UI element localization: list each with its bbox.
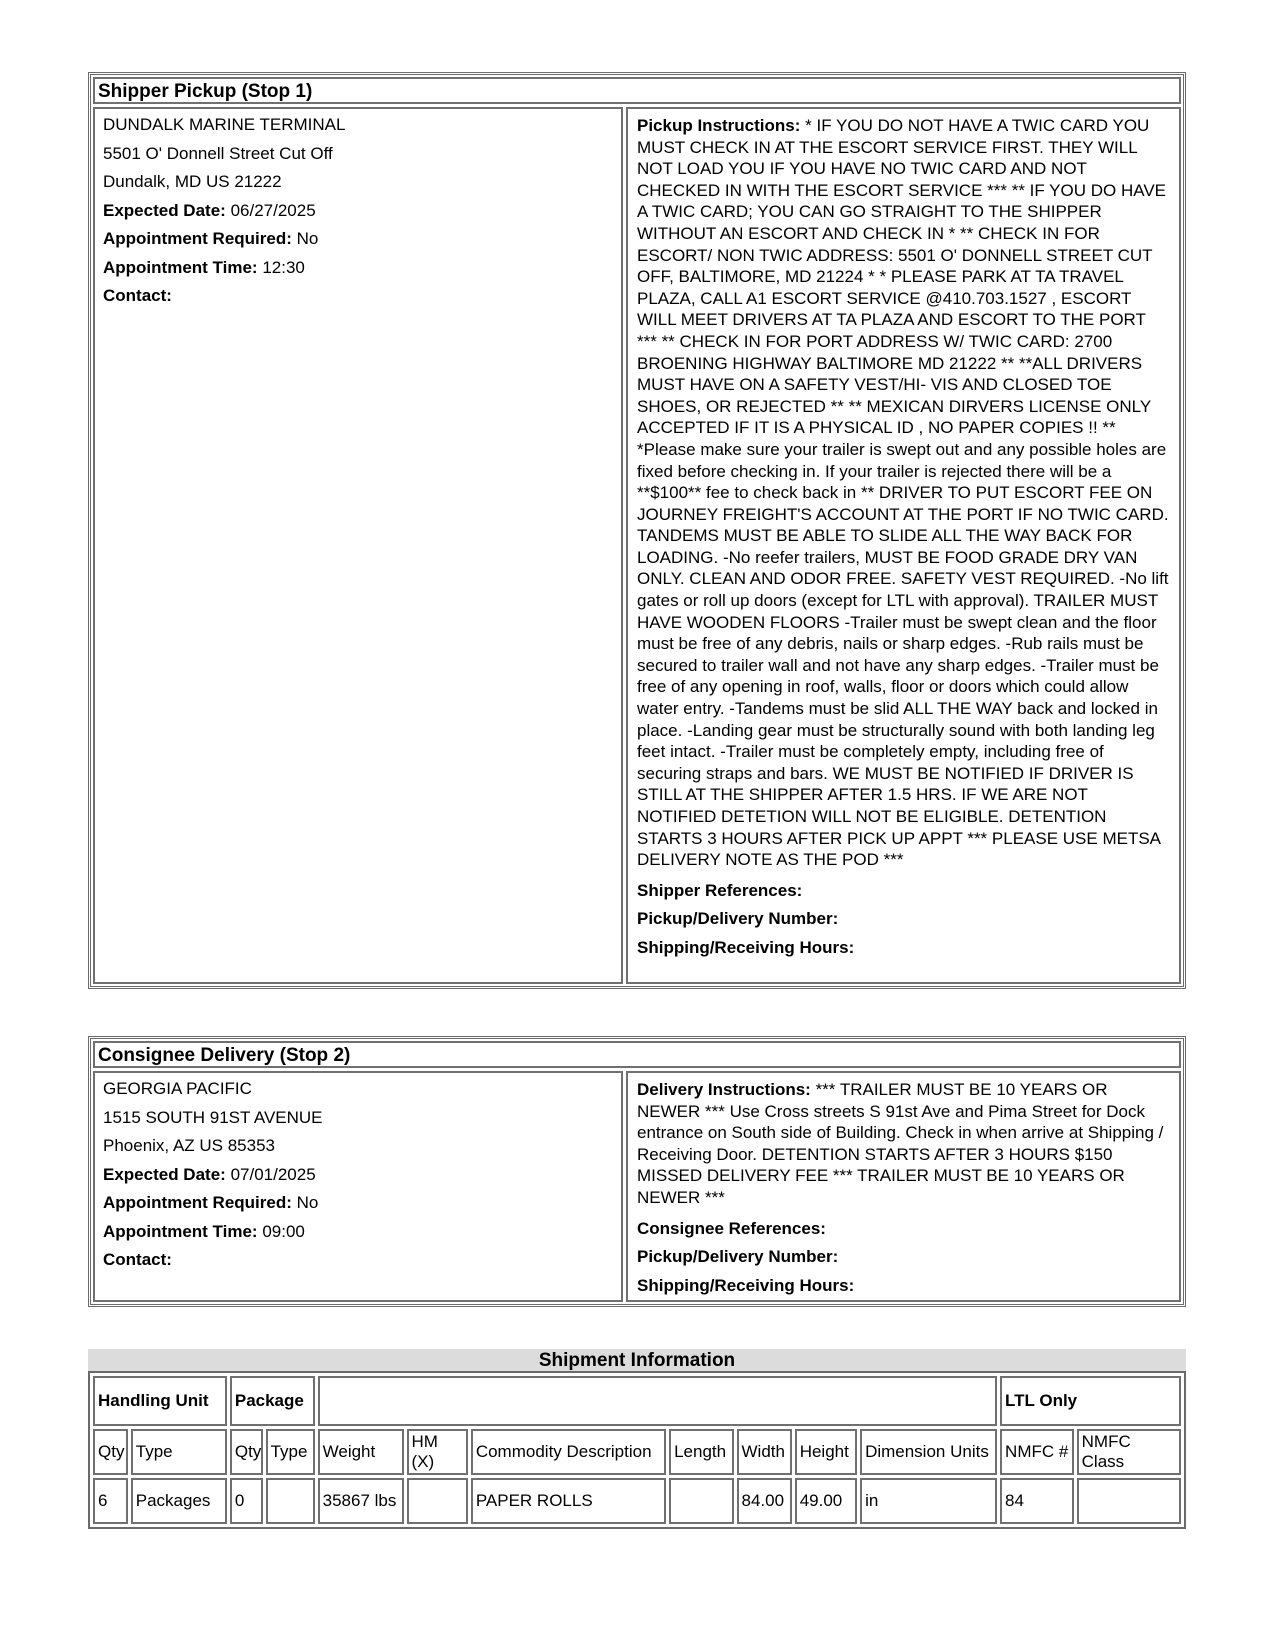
table-cell: 49.00 bbox=[795, 1478, 857, 1524]
column-header: NMFC Class bbox=[1077, 1429, 1181, 1475]
pickup-instructions bbox=[637, 115, 1170, 871]
pickup-delivery-number-label: Pickup/Delivery Number: bbox=[637, 1247, 839, 1267]
shipper-references-label: Shipper References: bbox=[637, 880, 803, 900]
group-header-row bbox=[93, 1376, 1181, 1426]
pickup-instructions-text: * IF YOU DO NOT HAVE A TWIC CARD YOU MUST CHECK IN AT THE ESCORT SERVICE FIRST. THEY WILL NOT LOAD YOU IF YOU HAVE NO TWIC CARD AND NOT CHECKED IN WITH THE ESCORT SERVICE *** ** IF YOU DO HAVE A TWIC CARD; YOU CAN GO STRAIGHT TO THE SHIPPER WITHOUT AN ESCORT AND CHECK IN * ** CHECK IN FOR ESCORT/ NON TWIC ADDRESS: 5501 O' DONNELL STREET CUT OFF, BALTIMORE, MD 21224 * * PLEASE PARK AT TA TRAVEL PLAZA, CALL A1 ESCORT SERVICE @410.703.1527 , ESCORT WILL MEET DRIVERS AT TA PLAZA AND ESCORT TO THE PORT *** ** CHECK IN FOR PORT ADDRESS W/ TWIC CARD: 2700 BROENING HIGHWAY BALTIMORE MD 21222 ** **ALL DRIVERS MUST HAVE ON A SAFETY VEST/HI- VIS AND CLOSED TOE SHOES, OR REJECTED ** ** MEXICAN DIRVERS LICENSE ONLY ACCEPTED IF IT IS A PHYSICAL ID , NO PAPER COPIES !! ** *Please make sure your trailer is swept out and any possible holes are fixed before checking in. If your trailer is rejected there will be a **$100** fee to check back in ** DRIVER TO PUT ESCORT FEE ON JOURNEY FREIGHT'S ACCOUNT AT THE PORT IF NO TWIC CARD. TANDEMS MUST BE ABLE TO SLIDE ALL THE WAY BACK FOR LOADING. -No reefer trailers, MUST BE FOOD GRADE DRY VAN ONLY. CLEAN AND ODOR FREE. SAFETY VEST REQUIRED. -No lift gates or roll up doors (except for LTL with approval). TRAILER MUST HAVE WOODEN FLOORS -Trailer must be swept clean and the floor must be free of any debris, nails or sharp edges. -Rub rails must be secured to trailer wall and not have any sharp edges. -Trailer must be free of any opening in roof, walls, floor or doors which could allow water entry. -Tandems must be slid ALL THE WAY back and locked in place. -Landing gear must be structurally sound with both landing leg feet intact. -Trailer must be completely empty, including free of securing straps and bars. WE MUST BE NOTIFIED IF DRIVER IS STILL AT THE SHIPPER AFTER 1.5 HRS. IF WE ARE NOT NOTIFIED DETETION WILL NOT BE ELIGIBLE. DETENTION STARTS 3 HOURS AFTER PICK UP APPT *** PLEASE USE METSA DELIVERY NOTE AS THE POD *** bbox=[637, 116, 1169, 870]
pickup-delivery-number-label: Pickup/Delivery Number: bbox=[637, 909, 839, 929]
table-cell: in bbox=[860, 1478, 997, 1524]
consignee-delivery-section bbox=[88, 1036, 1186, 1307]
shipper-references bbox=[637, 877, 1170, 906]
package-header: Package bbox=[230, 1376, 315, 1426]
table-cell: Packages bbox=[131, 1478, 227, 1524]
contact-label: Contact: bbox=[103, 1250, 172, 1269]
section-title: Shipper Pickup (Stop 1) bbox=[93, 77, 1181, 104]
shipping-receiving-hours bbox=[637, 1272, 1170, 1301]
pickup-instructions-label: Pickup Instructions: bbox=[637, 116, 801, 135]
column-header: Type bbox=[266, 1429, 315, 1475]
shipper-city: Dundalk, MD US 21222 bbox=[103, 172, 282, 191]
appointment-time-value: 12:30 bbox=[262, 257, 305, 277]
shipment-table bbox=[88, 1371, 1186, 1529]
expected-date-label: Expected Date: bbox=[103, 200, 226, 220]
delivery-instructions-text: *** TRAILER MUST BE 10 YEARS OR NEWER *** Use Cross streets S 91st Ave and Pima Street for Dock entrance on South side of Building. Check in when arrive at Shipping / Receiving Door. DETENTION STARTS AFTER 3 HOURS $150 MISSED DELIVERY FEE *** TRAILER MUST BE 10 YEARS OR NEWER *** bbox=[637, 1080, 1164, 1207]
column-header: Weight bbox=[318, 1429, 404, 1475]
consignee-street: 1515 SOUTH 91ST AVENUE bbox=[103, 1107, 323, 1127]
contact bbox=[103, 285, 613, 314]
column-header: Type bbox=[131, 1429, 227, 1475]
appointment-time bbox=[103, 1221, 613, 1250]
pickup-instructions-block bbox=[626, 107, 1181, 984]
appointment-required-value: No bbox=[296, 229, 319, 248]
consignee-references-label: Consignee References: bbox=[637, 1218, 826, 1238]
column-header: Length bbox=[669, 1429, 733, 1475]
appointment-required-label: Appointment Required: bbox=[103, 1193, 292, 1212]
shipper-pickup-section bbox=[88, 72, 1186, 989]
consignee-references bbox=[637, 1215, 1170, 1244]
table-cell: 6 bbox=[93, 1478, 128, 1524]
delivery-instructions bbox=[637, 1079, 1170, 1209]
table-cell bbox=[266, 1478, 315, 1524]
consignee-name: GEORGIA PACIFIC bbox=[103, 1079, 252, 1098]
shipping-receiving-hours-label: Shipping/Receiving Hours: bbox=[637, 937, 855, 957]
appointment-required-label: Appointment Required: bbox=[103, 229, 292, 248]
pickup-delivery-number bbox=[637, 1243, 1170, 1272]
table-row bbox=[93, 1478, 1181, 1524]
shipping-receiving-hours bbox=[637, 934, 1170, 963]
delivery-instructions-block bbox=[626, 1071, 1181, 1302]
table-cell: 84.00 bbox=[737, 1478, 792, 1524]
appointment-required bbox=[103, 1192, 613, 1221]
column-header-row bbox=[93, 1429, 1181, 1475]
column-header: Commodity Description bbox=[471, 1429, 666, 1475]
consignee-address-block bbox=[93, 1071, 623, 1302]
column-header: Qty bbox=[93, 1429, 128, 1475]
table-cell bbox=[669, 1478, 733, 1524]
table-cell: PAPER ROLLS bbox=[471, 1478, 666, 1524]
appointment-required bbox=[103, 228, 613, 257]
column-header: Dimension Units bbox=[860, 1429, 997, 1475]
column-header: HM (X) bbox=[407, 1429, 468, 1475]
appointment-time-label: Appointment Time: bbox=[103, 1221, 258, 1241]
consignee-city: Phoenix, AZ US 85353 bbox=[103, 1136, 276, 1155]
appointment-time-value: 09:00 bbox=[262, 1221, 305, 1241]
shipper-name: DUNDALK MARINE TERMINAL bbox=[103, 115, 346, 134]
pickup-delivery-number bbox=[637, 905, 1170, 934]
column-header: NMFC # bbox=[1000, 1429, 1074, 1475]
shipper-street: 5501 O' Donnell Street Cut Off bbox=[103, 143, 333, 163]
expected-date-value: 07/01/2025 bbox=[230, 1164, 316, 1184]
section-title: Consignee Delivery (Stop 2) bbox=[93, 1041, 1181, 1068]
column-header: Height bbox=[795, 1429, 857, 1475]
table-cell bbox=[1077, 1478, 1181, 1524]
appointment-required-value: No bbox=[296, 1193, 319, 1212]
contact-label: Contact: bbox=[103, 286, 172, 305]
table-cell: 35867 lbs bbox=[318, 1478, 404, 1524]
expected-date-value: 06/27/2025 bbox=[230, 200, 316, 220]
column-header: Qty bbox=[230, 1429, 263, 1475]
table-cell: 0 bbox=[230, 1478, 263, 1524]
delivery-instructions-label: Delivery Instructions: bbox=[637, 1080, 811, 1099]
shipment-information-title: Shipment Information bbox=[88, 1349, 1186, 1371]
appointment-time bbox=[103, 257, 613, 286]
table-cell: 84 bbox=[1000, 1478, 1074, 1524]
expected-date bbox=[103, 1164, 613, 1193]
spacer-header bbox=[318, 1376, 997, 1426]
shipper-address-block bbox=[93, 107, 623, 984]
shipping-receiving-hours-label: Shipping/Receiving Hours: bbox=[637, 1275, 855, 1295]
column-header: Width bbox=[737, 1429, 792, 1475]
expected-date-label: Expected Date: bbox=[103, 1164, 226, 1184]
contact bbox=[103, 1249, 613, 1278]
ltl-only-header: LTL Only bbox=[1000, 1376, 1181, 1426]
appointment-time-label: Appointment Time: bbox=[103, 257, 258, 277]
handling-unit-header: Handling Unit bbox=[93, 1376, 227, 1426]
table-cell bbox=[407, 1478, 468, 1524]
expected-date bbox=[103, 200, 613, 229]
